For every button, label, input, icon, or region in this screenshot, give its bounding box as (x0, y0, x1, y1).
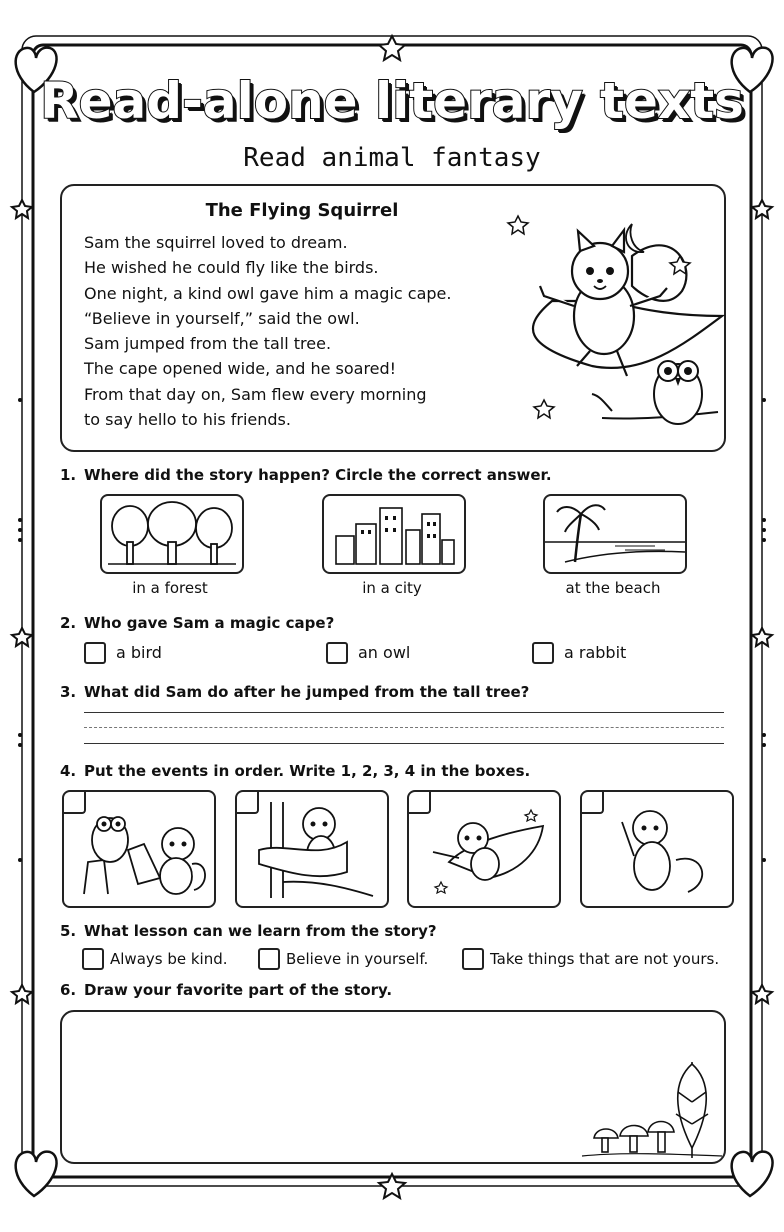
story-line: Sam the squirrel loved to dream. (84, 233, 348, 252)
question-3: 3. What did Sam do after he jumped from the tall tree? (60, 683, 530, 701)
story-line: He wished he could fly like the birds. (84, 258, 379, 278)
owl-and-squirrel-icon (74, 802, 204, 898)
beach-picture[interactable] (543, 494, 687, 574)
story-line: Sam jumped from the tall tree. (84, 334, 332, 354)
answer-line[interactable] (84, 712, 724, 713)
squirrel-jumping-icon (247, 802, 377, 898)
event-box-owl-gives-cape (62, 790, 216, 908)
drawing-area[interactable] (60, 1010, 726, 1164)
story-line: “Believe in yourself,” said the owl. (84, 308, 360, 328)
option-a-bird: a bird (116, 643, 162, 662)
forest-picture[interactable] (100, 494, 244, 574)
question-5: 5. What lesson can we learn from the story? (60, 922, 437, 940)
story-box (60, 184, 726, 452)
question-4: 4. Put the events in order. Write 1, 2, 3, 4 in the boxes. (60, 762, 531, 780)
flying-squirrel-illustration (482, 206, 722, 446)
checkbox-believe-in-yourself[interactable] (258, 948, 280, 970)
checkbox-a-rabbit[interactable] (532, 642, 554, 664)
page-title: Read-alone literary texts (40, 72, 744, 130)
page-subtitle: Read animal fantasy (243, 143, 541, 173)
option-city: in a city (362, 579, 422, 597)
answer-line[interactable] (84, 743, 724, 744)
answer-guide-line (84, 727, 724, 728)
moon-icon (626, 224, 644, 252)
squirrel-waving-icon (592, 802, 722, 898)
checkbox-take-things[interactable] (462, 948, 484, 970)
squirrel-flying-icon (419, 802, 549, 898)
story-line: One night, a kind owl gave him a magic cape. (84, 283, 452, 303)
event-box-squirrel-waves (580, 790, 734, 908)
checkbox-a-bird[interactable] (84, 642, 106, 664)
palm-tree-icon (545, 496, 685, 572)
option-beach: at the beach (565, 579, 661, 597)
checkbox-an-owl[interactable] (326, 642, 348, 664)
option-an-owl: an owl (358, 643, 411, 662)
event-box-squirrel-soars (407, 790, 561, 908)
question-2: 2. Who gave Sam a magic cape? (60, 614, 335, 632)
tree-icon (102, 496, 242, 572)
city-buildings-icon (324, 496, 464, 572)
option-take-things: Take things that are not yours. (490, 950, 720, 968)
option-a-rabbit: a rabbit (564, 643, 627, 662)
checkbox-always-be-kind[interactable] (82, 948, 104, 970)
story-text (84, 230, 451, 432)
event-box-squirrel-jumps (235, 790, 389, 908)
story-title: The Flying Squirrel (205, 200, 399, 221)
story-line: to say hello to his friends. (84, 410, 291, 430)
question-6: 6. Draw your favorite part of the story. (60, 981, 393, 999)
city-picture[interactable] (322, 494, 466, 574)
story-line: From that day on, Sam flew every morning (84, 384, 427, 404)
plant-and-mushrooms-icon (582, 1052, 722, 1162)
question-1: 1. Where did the story happen? Circle the correct answer. (60, 466, 552, 484)
option-always-be-kind: Always be kind. (110, 950, 228, 968)
option-believe-in-yourself: Believe in yourself. (286, 950, 429, 968)
option-forest: in a forest (132, 579, 208, 597)
story-line: The cape opened wide, and he soared! (84, 359, 397, 379)
